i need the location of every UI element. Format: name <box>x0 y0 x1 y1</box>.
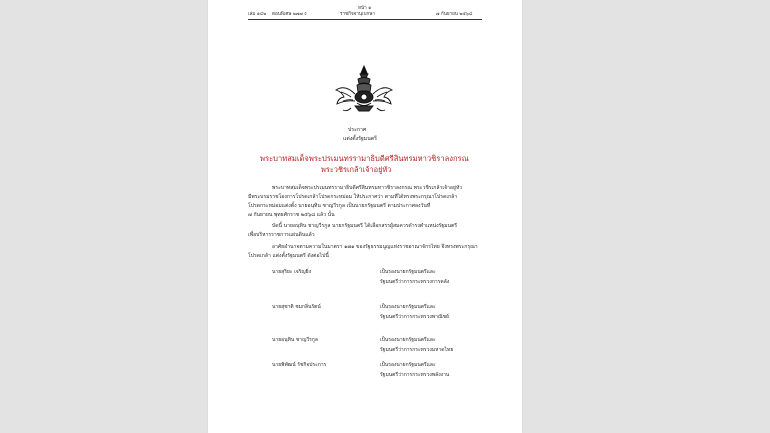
announcement-subheading: แต่งตั้งรัฐมนตรี <box>343 136 377 142</box>
minister-name: นายอนุทิน ชาญวีรกูล <box>272 337 318 343</box>
minister-role: เป็นรองนายกรัฐมนตรีและ <box>380 304 436 310</box>
minister-role: เป็นรองนายกรัฐมนตรีและ <box>380 269 436 275</box>
minister-ministry: รัฐมนตรีว่าการกระทรวงพลังงาน <box>380 372 450 378</box>
paragraph-line: มีพระบรมราชโองการโปรดเกล้าโปรดกระหม่อม ให้ประกาศว่า ตามที่ได้ทรงพระกรุณาโปรดเกล้า <box>248 194 458 200</box>
king-title-line2: พระวชิรเกล้าเจ้าอยู่หัว <box>321 165 392 174</box>
minister-ministry: รัฐมนตรีว่าการกระทรวงการคลัง <box>380 279 450 285</box>
minister-name: นายสุริยะ เจริญยิ่ง <box>272 269 312 275</box>
section-number: ตอนพิเศษ ๒๗๗ ง <box>272 12 307 17</box>
minister-role: เป็นรองนายกรัฐมนตรีและ <box>380 337 436 343</box>
garuda-emblem-icon <box>333 64 395 114</box>
minister-name: นายพิพัฒน์ รัชกิจประการ <box>272 362 327 368</box>
paragraph-line: อาศัยอำนาจตามความในมาตรา ๑๗๑ ของรัฐธรรมนูญแห่งราชอาณาจักรไทย จึงทรงพระกรุณา <box>272 244 478 250</box>
minister-role: เป็นรองนายกรัฐมนตรีและ <box>380 362 436 368</box>
king-title-line1: พระบาทสมเด็จพระปรเมนทรรามาธิบดีศรีสินทรมหาวชิราลงกรณ <box>260 154 469 163</box>
minister-ministry: รัฐมนตรีว่าการกระทรวงมหาดไทย <box>380 347 454 353</box>
paragraph-line: พระบาทสมเด็จพระปรเมนทรรามาธิบดีศรีสินทรมหาวชิราลงกรณ พระวชิรเกล้าเจ้าอยู่หัว <box>272 185 463 191</box>
announcement-heading: ประกาศ <box>348 127 367 133</box>
paragraph-line: โปรดเกล้า แต่งตั้งรัฐมนตรี ดังต่อไปนี้ <box>248 253 329 259</box>
minister-ministry: รัฐมนตรีว่าการกระทรวงพาณิชย์ <box>380 314 449 320</box>
minister-name: นายสุชาติ ชมกลิ่นรัตน์ <box>272 304 321 310</box>
paragraph-line: ๗ กันยายน พุทธศักราช ๒๕๖๘ แล้ว นั้น <box>248 212 335 218</box>
header-rule <box>248 19 482 20</box>
page-number: หน้า ๑ <box>358 6 372 11</box>
gazette-date: ๗ กันยายน ๒๕๖๘ <box>436 12 473 17</box>
paragraph-line: บัดนี้ นายอนุทิน ชาญวีรกูล นายกรัฐมนตรี ได้เลือกสรรผู้สมควรดำรงตำแหน่งรัฐมนตรี <box>272 223 458 229</box>
paragraph-line: เพื่อบริหารราชการแผ่นดินแล้ว <box>248 232 315 238</box>
gazette-name: ราชกิจจานุเบกษา <box>340 12 375 17</box>
volume-number: เล่ม ๑๔๒ <box>248 12 267 17</box>
paragraph-line: โปรดกระหม่อมแต่งตั้ง นายอนุทิน ชาญวีรกูล เป็นนายกรัฐมนตรี ตามประกาศลงวันที่ <box>248 203 431 209</box>
gazette-page <box>208 0 522 433</box>
